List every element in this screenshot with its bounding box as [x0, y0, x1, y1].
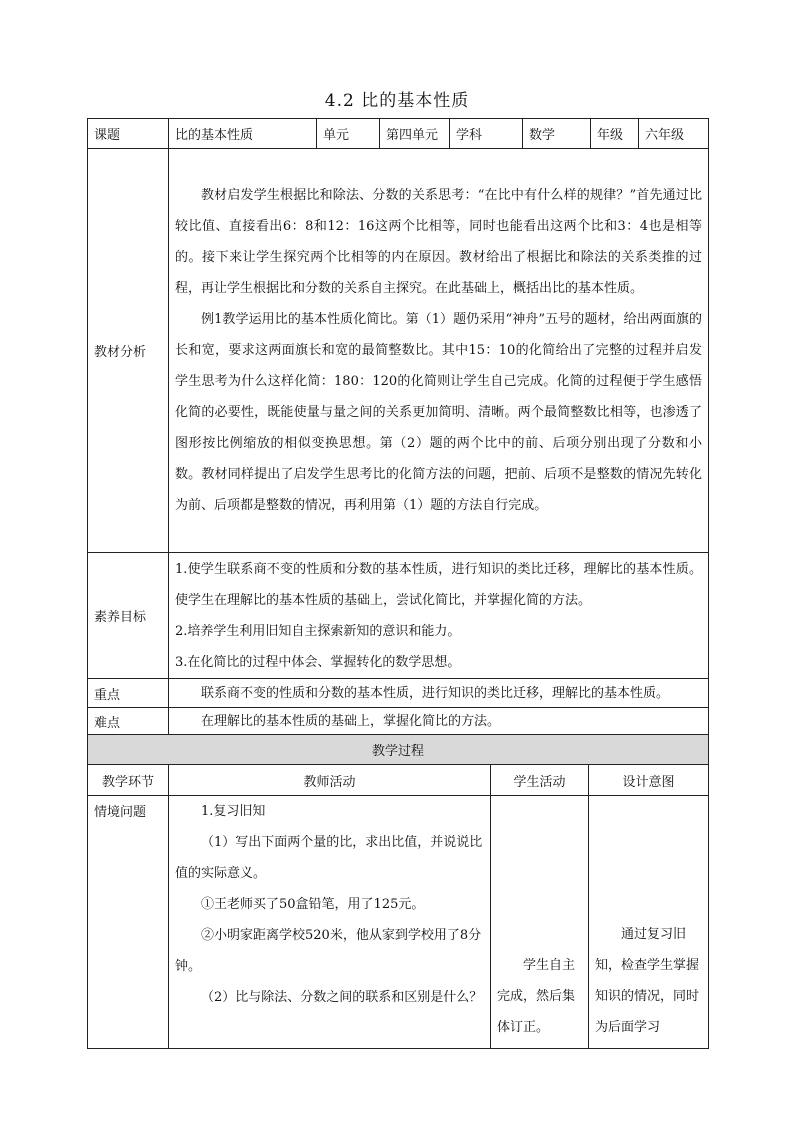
header-row	[88, 119, 709, 149]
subject-value: 数学	[523, 119, 591, 149]
teacher-step-3: ①王老师买了50盒铅笔，用了125元。	[201, 897, 425, 912]
col-student-header: 学生活动	[491, 765, 589, 796]
grade-label: 年级	[591, 119, 639, 149]
unit-value: 第四单元	[380, 119, 450, 149]
difficult-point-label: 难点	[88, 708, 169, 735]
col-intent-header: 设计意图	[589, 765, 709, 796]
analysis-paragraph-1: 教材启发学生根据比和除法、分数的关系思考：“在比中有什么样的规律？”首先通过比较比值、直接看出6：8和12：16这两个比相等，同时也能看出这两个比和3：4也是相等的。接下来让学生探究两个比相等的内在原因。教材给出了根据比和除法的关系类推的过程，再让学生根据比和分数的关系自主探究。在此基础上，概括出比的基本性质。	[175, 188, 702, 296]
goals-label: 素养目标	[88, 553, 169, 679]
teacher-step-5: （2）比与除法、分数之间的联系和区别是什么？	[201, 990, 483, 1005]
process-row-situation	[88, 796, 709, 1049]
process-heading: 教学过程	[88, 735, 709, 765]
topic-value: 比的基本性质	[169, 119, 317, 149]
page-title: 4.2 比的基本性质	[324, 91, 470, 111]
grade-value: 六年级	[639, 119, 709, 149]
teacher-step-4: ②小明家距离学校520米，他从家到学校用了8分钟。	[175, 928, 482, 974]
col-stage-header: 教学环节	[88, 765, 169, 796]
analysis-label: 教材分析	[88, 149, 169, 553]
design-intent: 通过复习旧知，检查学生掌握知识的情况，同时为后面学习	[595, 927, 700, 1035]
teacher-step-1: 1.复习旧知	[201, 804, 266, 819]
process-heading-row	[88, 735, 709, 765]
teacher-step-2: （1）写出下面两个量的比，求出比值，并说说比值的实际意义。	[175, 835, 483, 881]
subject-label: 学科	[450, 119, 523, 149]
goal-2: 2.培养学生利用旧知自主探索新知的意识和能力。	[175, 623, 461, 639]
topic-label: 课题	[88, 119, 169, 149]
analysis-row	[88, 149, 709, 553]
process-column-header-row	[88, 765, 709, 796]
teaching-process-table	[87, 734, 709, 1049]
key-point-text: 联系商不变的性质和分数的基本性质，进行知识的类比迁移，理解比的基本性质。	[201, 685, 670, 701]
goals-row	[88, 553, 709, 679]
key-point-label: 重点	[88, 679, 169, 708]
difficult-point-text: 在理解比的基本性质的基础上，掌握化简比的方法。	[201, 713, 501, 729]
analysis-paragraph-2: 例1教学运用比的基本性质化简比。第（1）题仍采用“神舟”五号的题材，给出两面旗的长和宽，要求这两面旗长和宽的最简整数比。其中15：10的化简给出了完整的过程并启发学生思考为什么这样化简：180：120的化简则让学生自己完成。化简的过程便于学生感悟化简的必要性，既能使量与量之间的关系更加简明、清晰。两个最简整数比相等，也渗透了图形按比例缩放的相似变换思想。第（2）题的两个比中的前、后项分别出现了分数和小数。教材同样提出了启发学生思考比的化简方法的问题，把前、后项不是整数的情况先转化为前、后项都是整数的情况，再利用第（1）题的方法自行完成。	[175, 312, 702, 513]
goal-1: 1.使学生联系商不变的性质和分数的基本性质，进行知识的类比迁移，理解比的基本性质。使学生在理解比的基本性质的基础上，尝试化简比，并掌握化简的方法。	[175, 561, 702, 608]
col-teacher-header: 教师活动	[169, 765, 491, 796]
key-point-row	[88, 679, 709, 708]
stage-cell: 情境问题	[88, 796, 169, 1049]
difficult-point-row	[88, 708, 709, 735]
unit-label: 单元	[317, 119, 380, 149]
goal-3: 3.在化简比的过程中体会、掌握转化的数学思想。	[175, 654, 461, 670]
student-activity: 学生自主完成，然后集体订正。	[497, 958, 576, 1035]
lesson-info-table	[87, 118, 709, 735]
